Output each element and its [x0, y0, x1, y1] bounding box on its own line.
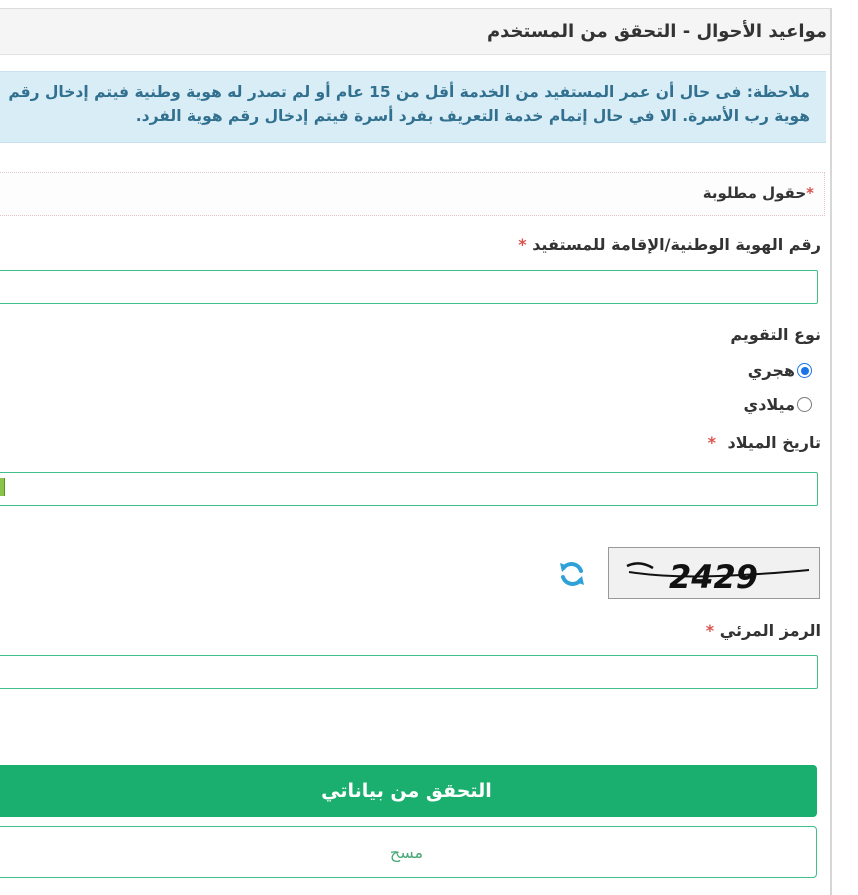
notice-line-2: هوية رب الأسرة. الا في حال إتمام خدمة التعريف بفرد أسرة فيتم إدخال رقم هوية الفرد. — [135, 107, 810, 125]
clear-button[interactable]: مسح — [0, 826, 817, 878]
captcha-image — [608, 547, 820, 599]
verify-button[interactable]: التحقق من بياناتي — [0, 765, 817, 817]
calendar-type-label: نوع التقويم — [730, 325, 821, 344]
captcha-label: الرمز المرئي * — [705, 621, 821, 640]
refresh-icon[interactable] — [556, 558, 588, 590]
radio-gregorian-label: ميلادي — [743, 395, 795, 414]
id-number-label: رقم الهوية الوطنية/الإقامة للمستفيد * — [518, 235, 821, 254]
radio-hijri[interactable] — [748, 361, 812, 380]
calendar-icon[interactable] — [0, 478, 5, 496]
notice-line-1: ملاحظة: فى حال أن عمر المستفيد من الخدمة أقل من 15 عام أو لم تصدر له هوية وطنية فيتم إدخال رقم — [8, 83, 810, 101]
required-asterisk: * — [705, 621, 715, 640]
notice-alert — [0, 71, 826, 143]
dob-field — [0, 472, 818, 506]
captcha-text: 2429 — [669, 558, 759, 596]
dob-label: تاريخ الميلاد * — [707, 433, 821, 452]
required-note-text: حقول مطلوبة — [702, 184, 807, 202]
required-fields-note — [0, 172, 825, 216]
captcha-input[interactable] — [0, 655, 818, 689]
radio-hijri-button[interactable] — [797, 363, 812, 378]
dob-input[interactable] — [0, 472, 818, 506]
required-asterisk: * — [707, 433, 716, 452]
panel-header — [0, 9, 830, 55]
id-number-input[interactable] — [0, 270, 818, 304]
required-asterisk: * — [806, 184, 814, 202]
required-asterisk: * — [518, 235, 527, 254]
page-title: مواعيد الأحوال - التحقق من المستخدم — [486, 21, 827, 42]
radio-gregorian-button[interactable] — [797, 397, 812, 412]
radio-hijri-label: هجري — [747, 361, 795, 380]
verification-panel — [0, 8, 832, 895]
radio-gregorian[interactable] — [744, 395, 812, 414]
